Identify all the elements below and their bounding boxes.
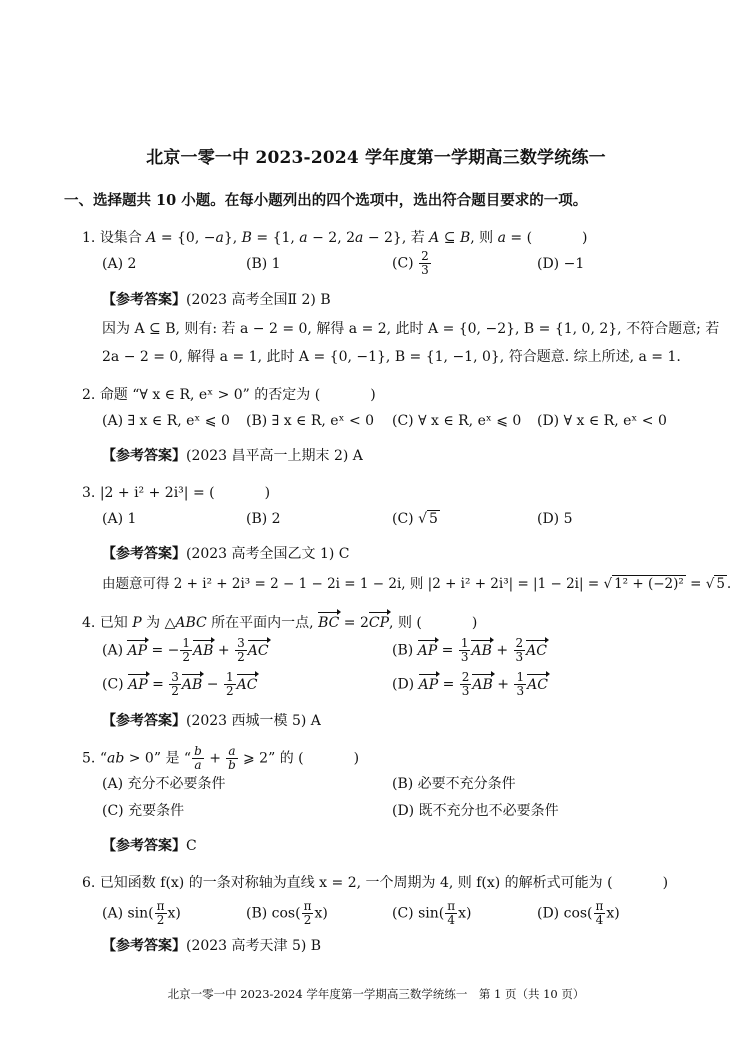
q6-answer: 【参考答案】(2023 高考天津 5) B — [102, 938, 322, 954]
q6-option-b: (B) cos( $\frac{\pi}{2}$ x) — [246, 899, 328, 927]
q5-option-b: (B) 必要不充分条件 — [392, 776, 516, 792]
q1-option-d: (D) −1 — [537, 256, 585, 272]
q4-answer: 【参考答案】(2023 西城一模 5) A — [102, 713, 321, 729]
q2-option-b: (B) ∃ x ∈ R, eˣ < 0 — [246, 413, 375, 429]
q1-explanation-line-2: 2a − 2 = 0, 解得 a = 1, 此时 A = {0, −1}, B = {1, −1, 0}, 符合题意. 综上所述, a = 1. — [102, 349, 681, 365]
q2-answer: 【参考答案】(2023 昌平高一上期末 2) A — [102, 448, 363, 464]
q5-option-c: (C) 充要条件 — [102, 803, 185, 819]
q6-option-d: (D) cos( $\frac{\pi}{4}$ x) — [537, 899, 620, 927]
question-5-stem: 5. “ab > 0” 是 “ $\frac{b}{a}$ + $\frac{a}{b}$ ⩾ 2” 的 ( ) — [82, 744, 360, 772]
q3-option-d: (D) 5 — [537, 511, 573, 527]
question-1-stem: 1. 设集合 A = {0, −a}, B = {1, a − 2, 2a − 2}, 若 A ⊆ B, 则 a = ( ) — [82, 230, 588, 246]
q6-option-a: (A) sin( $\frac{\pi}{2}$ x) — [102, 899, 181, 927]
q6-option-c: (C) sin( $\frac{\pi}{4}$ x) — [392, 899, 472, 927]
q3-option-c: (C) √ 5 — [392, 511, 438, 527]
question-3-stem: 3. |2 + i² + 2i³| = ( ) — [82, 485, 271, 501]
q4-option-a: (A) AP = − $\frac{1}{2}$ AB + $\frac{3}{2}$ AC — [102, 636, 269, 664]
sqrt-symbol: √ 5 — [418, 511, 438, 527]
q1-answer: 【参考答案】(2023 高考全国Ⅱ 2) B — [102, 292, 331, 308]
q3-option-b: (B) 2 — [246, 511, 281, 527]
question-4-stem: 4. 已知 P 为 △ABC 所在平面内一点, BC = 2CP, 则 ( ) — [82, 615, 478, 631]
page-title: 北京一零一中 2023-2024 学年度第一学期高三数学统练一 — [146, 148, 606, 168]
q4-option-c: (C) AP = $\frac{3}{2}$ AB − $\frac{1}{2}$ AC — [102, 670, 258, 698]
q5-option-d: (D) 既不充分也不必要条件 — [392, 803, 559, 819]
fraction: $\frac{2}{3}$ — [421, 249, 429, 277]
question-6-stem: 6. 已知函数 f(x) 的一条对称轴为直线 x = 2, 一个周期为 4, 则 f(x) 的解析式可能为 ( ) — [82, 875, 669, 891]
q3-explanation: 由题意可得 2 + i² + 2i³ = 2 − 1 − 2i = 1 − 2i, 则 |2 + i² + 2i³| = |1 − 2i| = √ 1² + (−2)² = √ 5 . — [102, 576, 732, 592]
section-heading: 一、选择题共 10 小题。在每小题列出的四个选项中，选出符合题目要求的一项。 — [64, 192, 588, 209]
q5-answer: 【参考答案】C — [102, 838, 197, 854]
q1-option-b: (B) 1 — [246, 256, 281, 272]
q1-explanation-line-1: 因为 A ⊆ B, 则有: 若 a − 2 = 0, 解得 a = 2, 此时 A = {0, −2}, B = {1, 0, 2}, 不符合题意; 若 — [102, 321, 720, 337]
q4-option-b: (B) AP = $\frac{1}{3}$ AB + $\frac{2}{3}$ AC — [392, 636, 547, 664]
q3-answer: 【参考答案】(2023 高考全国乙文 1) C — [102, 546, 350, 562]
q1-option-a: (A) 2 — [102, 256, 137, 272]
question-2-stem: 2. 命题 “∀ x ∈ R, eˣ > 0” 的否定为 ( ) — [82, 387, 376, 403]
q2-option-d: (D) ∀ x ∈ R, eˣ < 0 — [537, 413, 667, 429]
q4-option-d: (D) AP = $\frac{2}{3}$ AB + $\frac{1}{3}$ AC — [392, 670, 548, 698]
q2-option-a: (A) ∃ x ∈ R, eˣ ⩽ 0 — [102, 413, 230, 429]
page-footer: 北京一零一中 2023-2024 学年度第一学期高三数学统练一 第 1 页（共 10 页） — [167, 987, 585, 1001]
q3-option-a: (A) 1 — [102, 511, 137, 527]
q5-option-a: (A) 充分不必要条件 — [102, 776, 226, 792]
q1-option-c: (C) $\frac{2}{3}$ — [392, 249, 429, 277]
q2-option-c: (C) ∀ x ∈ R, eˣ ⩽ 0 — [392, 413, 522, 429]
